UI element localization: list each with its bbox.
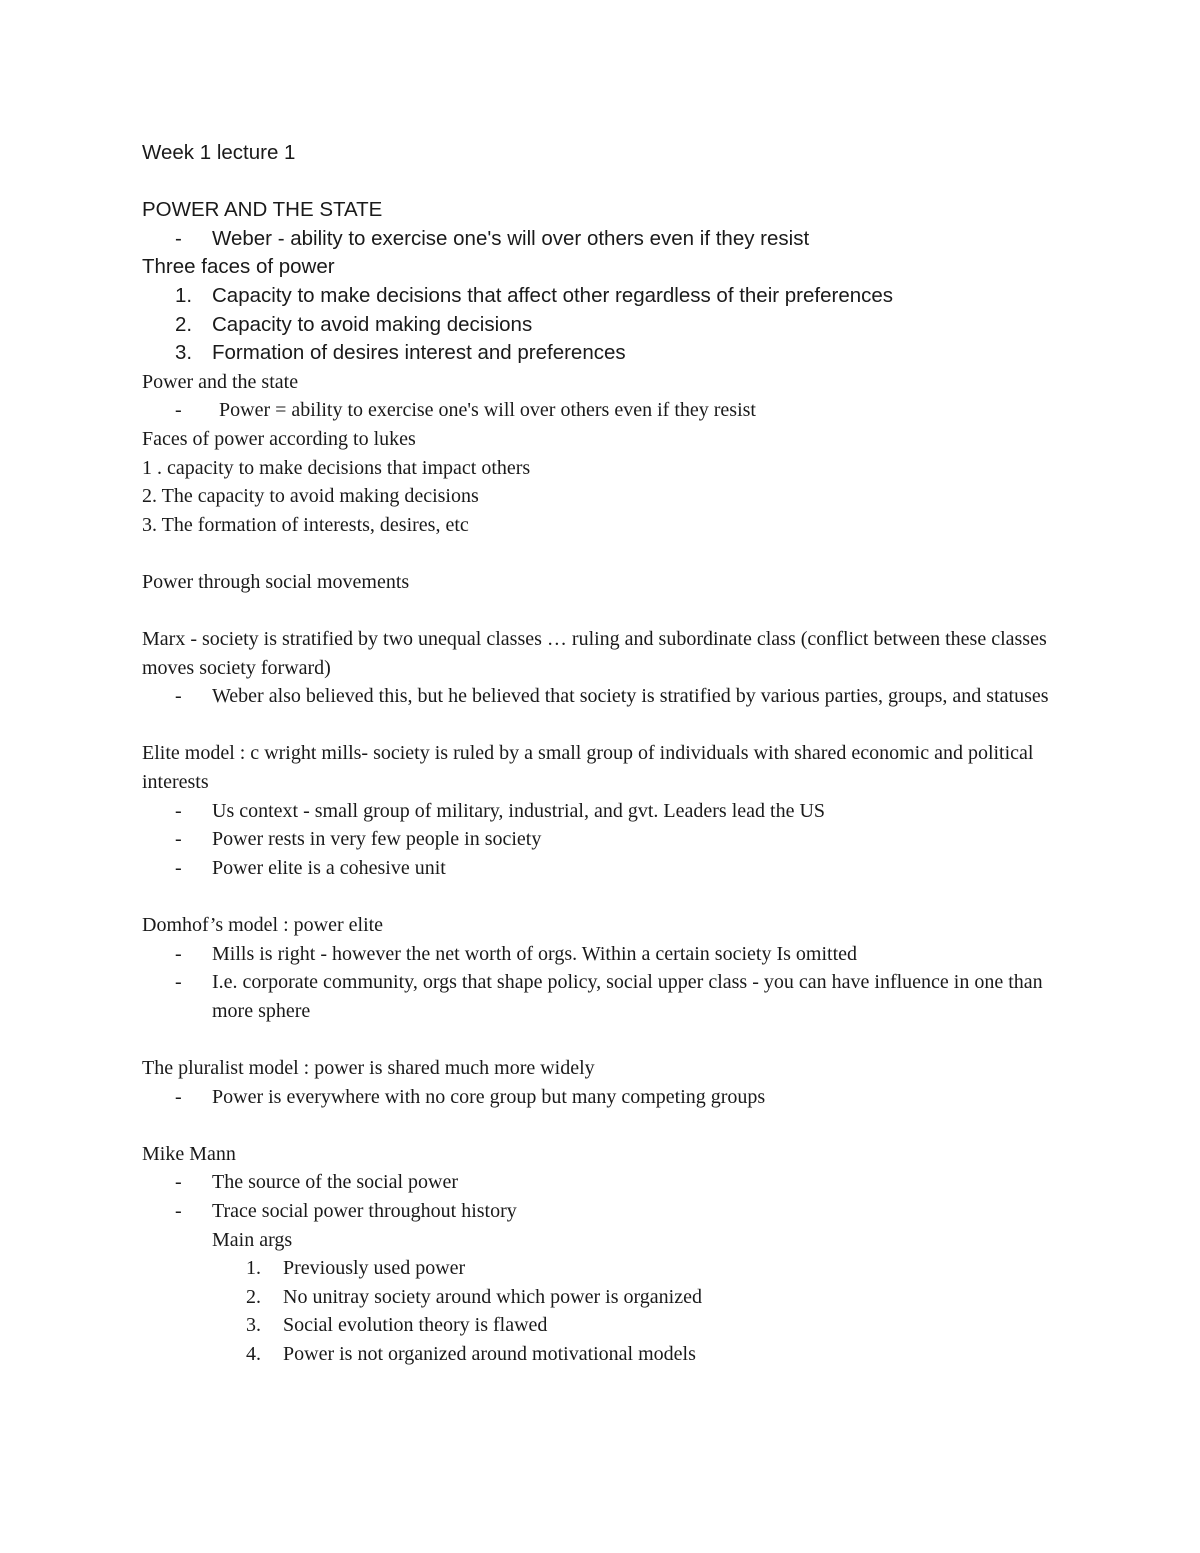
list-item: [142, 1311, 1062, 1340]
list-item: [142, 1168, 1062, 1197]
dash-marker: -: [175, 226, 182, 250]
list-item: [142, 1283, 1062, 1312]
document-page: [142, 139, 1062, 1369]
dash-marker: -: [175, 399, 182, 422]
list-item: [142, 1083, 1062, 1112]
list-item: [142, 282, 1062, 311]
marx-paragraph: Marx - society is stratified by two unequal classes … ruling and subordinate class (conflict between these classes moves society forward): [142, 628, 1047, 679]
elite-bullet: Power rests in very few people in society: [212, 828, 542, 851]
main-arg-item: Power is not organized around motivational models: [283, 1342, 696, 1365]
dash-marker: -: [175, 685, 182, 708]
list-item: [142, 1340, 1062, 1369]
list-item: [142, 396, 1062, 425]
list-item: [142, 1197, 1062, 1226]
list-item: [142, 968, 1062, 1025]
dash-marker: -: [175, 1199, 182, 1222]
blank-line: [142, 1025, 1062, 1054]
list-item: [142, 854, 1062, 883]
list-item: [142, 339, 1062, 368]
blank-line: [142, 168, 1062, 197]
blank-line: [142, 539, 1062, 568]
number-marker: 3.: [246, 1314, 261, 1337]
blank-line: [142, 597, 1062, 626]
weber-bullet: Weber - ability to exercise one's will over others even if they resist: [212, 226, 810, 250]
number-marker: 2.: [246, 1285, 261, 1308]
list-item: [142, 682, 1062, 711]
power-definition-bullet: Power = ability to exercise one's will over others even if they resist: [219, 399, 756, 422]
list-item: [142, 940, 1062, 969]
lukes-item: 3. The formation of interests, desires, etc: [142, 513, 469, 536]
dash-marker: -: [175, 942, 182, 965]
blank-line: [142, 1111, 1062, 1140]
section-heading: POWER AND THE STATE: [142, 198, 383, 222]
pluralist-heading: The pluralist model : power is shared much more widely: [142, 1057, 595, 1079]
dash-marker: -: [175, 856, 182, 879]
dash-marker: -: [175, 1085, 182, 1108]
three-faces-heading: Three faces of power: [142, 255, 335, 279]
document-title: Week 1 lecture 1: [142, 141, 296, 164]
list-item: [142, 225, 1062, 254]
lukes-heading: Faces of power according to lukes: [142, 427, 416, 450]
weber-stratified-bullet: Weber also believed this, but he believed that society is stratified by various parties, groups, and statuses: [212, 685, 1049, 708]
main-args-label: Main args: [212, 1228, 293, 1251]
dash-marker: -: [175, 799, 182, 822]
three-faces-item: Formation of desires interest and preferences: [212, 341, 626, 365]
mann-bullet: The source of the social power: [212, 1171, 459, 1194]
list-item: [142, 825, 1062, 854]
elite-bullet: Us context - small group of military, industrial, and gvt. Leaders lead the US: [212, 799, 826, 822]
elite-bullet: Power elite is a cohesive unit: [212, 856, 446, 879]
list-item: [142, 797, 1062, 826]
domhof-bullet: Mills is right - however the net worth of orgs. Within a certain society Is omitted: [212, 942, 857, 965]
number-marker: 3.: [175, 341, 193, 365]
main-arg-item: Social evolution theory is flawed: [283, 1314, 548, 1337]
domhof-bullet: I.e. corporate community, orgs that shape policy, social upper class - you can have influence in one than more sphere: [212, 971, 1043, 1022]
blank-line: [142, 882, 1062, 911]
social-movements-heading: Power through social movements: [142, 570, 410, 593]
main-arg-item: No unitray society around which power is organized: [283, 1285, 702, 1308]
domhof-heading: Domhof’s model : power elite: [142, 914, 384, 937]
number-marker: 1.: [246, 1257, 261, 1280]
number-marker: 2.: [175, 312, 193, 336]
number-marker: 4.: [246, 1342, 261, 1365]
elite-model-paragraph: Elite model : c wright mills- society is ruled by a small group of individuals with shared economic and political interests: [142, 742, 1034, 794]
lukes-item: 2. The capacity to avoid making decisions: [142, 485, 479, 508]
lukes-item: 1 . capacity to make decisions that impact others: [142, 456, 531, 479]
three-faces-item: Capacity to make decisions that affect other regardless of their preferences: [212, 283, 894, 307]
pluralist-bullet: Power is everywhere with no core group but many competing groups: [212, 1085, 766, 1108]
number-marker: 1.: [175, 283, 193, 307]
main-arg-item: Previously used power: [283, 1257, 466, 1280]
dash-marker: -: [175, 1171, 182, 1194]
dash-marker: -: [175, 971, 182, 994]
mann-bullet: Trace social power throughout history: [212, 1199, 517, 1222]
three-faces-item: Capacity to avoid making decisions: [212, 312, 533, 336]
mann-heading: Mike Mann: [142, 1142, 236, 1165]
dash-marker: -: [175, 828, 182, 851]
list-item: [142, 1254, 1062, 1283]
blank-line: [142, 711, 1062, 740]
power-state-heading: Power and the state: [142, 370, 299, 393]
list-item: [142, 311, 1062, 340]
